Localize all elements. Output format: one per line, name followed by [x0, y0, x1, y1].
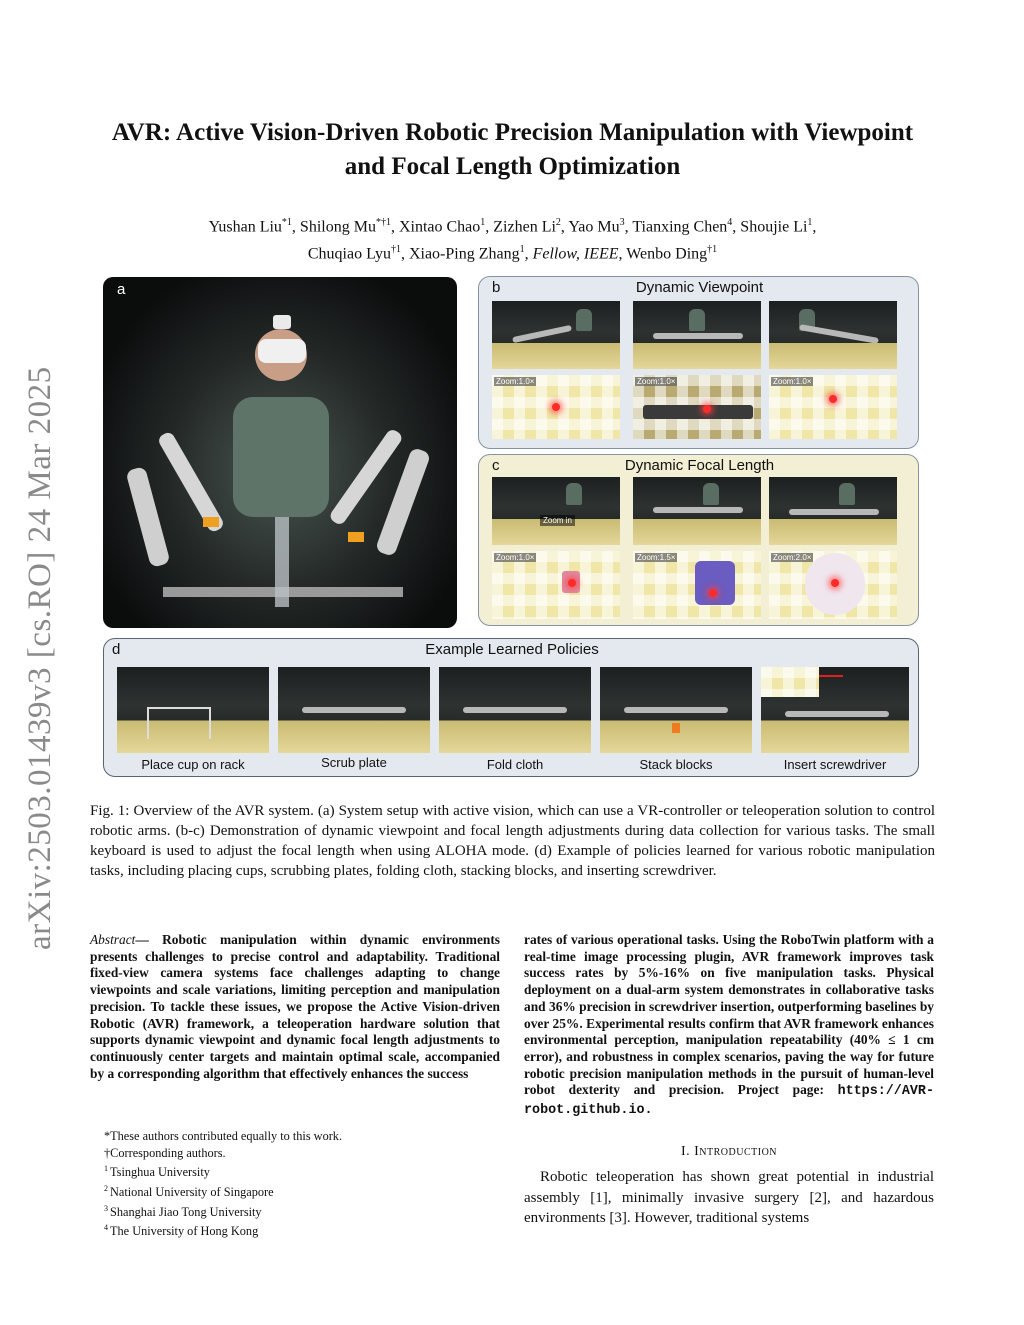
target-marker [568, 579, 576, 587]
author-name: Shoujie Li [740, 218, 808, 236]
operator-body [233, 397, 329, 517]
panel-a-label: a [117, 281, 126, 298]
panel-b-title: Dynamic Viewpoint [635, 279, 764, 296]
author-name: Xintao Chao [398, 218, 481, 236]
panel-c-label: c [492, 457, 500, 474]
operator [839, 483, 855, 505]
policy-label-5: Insert screwdriver [783, 757, 887, 772]
author-affiliation: *†1 [375, 217, 391, 228]
footnote [90, 1161, 500, 1181]
zoom-tag: Zoom:1.0× [496, 377, 535, 386]
viewpoint-scene-3 [769, 301, 897, 369]
footnote-marker: 4 [104, 1223, 110, 1233]
robot-arm [302, 707, 406, 713]
viewpoint-closeup-3 [769, 375, 897, 439]
rack [147, 707, 211, 739]
robot-arm [799, 324, 879, 344]
footnotes [90, 1128, 500, 1240]
author-affiliation: *1 [281, 217, 292, 228]
robot-arm [653, 507, 743, 513]
robot-arm [624, 707, 728, 713]
footnote-text: National University of Singapore [110, 1184, 274, 1199]
arrow-marker [819, 675, 843, 677]
author-name: Yao Mu [568, 218, 620, 236]
author-name: Tianxing Chen [632, 218, 728, 236]
author-affiliation: 1 [519, 244, 525, 256]
figure-panel-c [478, 454, 919, 626]
footnote [90, 1145, 500, 1162]
operator [576, 309, 592, 331]
gripper-left [203, 517, 219, 527]
focal-scene-2 [633, 477, 761, 545]
policy-image-5 [761, 667, 909, 753]
viewpoint-scene-1 [492, 301, 620, 369]
target-marker [552, 403, 560, 411]
footnote-marker: 3 [104, 1203, 110, 1213]
footnote-text: The University of Hong Kong [110, 1224, 259, 1239]
paper-title: AVR: Active Vision-Driven Robotic Precision Manipulation with Viewpoint and Focal Length Optimization [111, 119, 914, 180]
robot-arm [463, 707, 567, 713]
section-heading [524, 1144, 934, 1160]
figure-panel-d [103, 638, 919, 777]
policy-image-1 [117, 667, 269, 753]
inset-closeup [761, 667, 819, 697]
headset-strap [273, 315, 291, 329]
footnote-marker: 2 [104, 1183, 110, 1193]
author-name: Chuqiao Lyu [307, 245, 391, 263]
author-title: Fellow, IEEE [532, 245, 619, 263]
author-affiliation: †1 [390, 244, 401, 256]
zoom-in-tag: Zoom in [540, 515, 575, 526]
policy-label-1: Place cup on rack [141, 757, 245, 772]
focal-closeup-3 [769, 551, 897, 619]
policy-label-4: Stack blocks [639, 757, 713, 772]
author-name: Zizhen Li [493, 218, 556, 236]
abstract-body-left: Abstract— Robotic manipulation within dynamic environments presents challenges to precise control and adaptability. Traditional fixed-view camera systems face challenges adapting to change viewpoints and scale variations, limiting perception and manipulation precision. To tackle these issues, we propose the Active Vision-driven Robotic (AVR) framework, a teleoperation hardware solution that supports dynamic viewpoint and dynamic focal length adjustments to continuously center targets and maintain optimal scale, accompanied by a corresponding algorithm that effectively enhances the success [90, 932, 500, 1081]
figure-caption: Fig. 1: Overview of the AVR system. (a) System setup with active vision, which can use a VR-controller or teleoperation solution to control robotic arms. (b-c) Demonstration of dynamic viewpoint and focal length adjustments during data collection for various tasks. The small keyboard is used to adjust the focal length when using ALOHA mode. (d) Example of policies learned for various robotic manipulation tasks, including placing cups, scrubbing plates, folding cloth, stacking blocks, and inserting screwdriver. [90, 803, 935, 879]
zoom-tag: Zoom:1.0× [637, 377, 676, 386]
robot-arm [653, 333, 743, 339]
zoom-tag: Zoom:2.0× [773, 553, 812, 562]
gripper-closeup [643, 405, 753, 419]
author-affiliation: 1 [807, 217, 813, 228]
author-list [90, 211, 935, 266]
target-marker [831, 579, 839, 587]
footnote [90, 1181, 500, 1201]
panel-c-title: Dynamic Focal Length [624, 457, 775, 474]
footnote-marker: 1 [104, 1164, 110, 1174]
author-affiliation: 2 [555, 217, 561, 228]
footnote [90, 1201, 500, 1221]
operator [689, 309, 705, 331]
viewpoint-closeup-2 [633, 375, 761, 439]
zoom-tag: Zoom:1.0× [496, 553, 535, 562]
focal-scene-1 [492, 477, 620, 545]
setup-photo [103, 277, 457, 628]
panel-d-label: d [112, 641, 121, 658]
focal-closeup-2 [633, 551, 761, 619]
blocks [672, 723, 680, 733]
author-line-1: Yushan Liu$^{*1}$, Shilong Mu$^{*\dagger 1}$, Xintao Chao$^1$, Zizhen Li$^2$, Yao Mu$^3$, Tianxing Chen$^4$, Shoujie Li$^1$, [208, 217, 817, 236]
author-line-2: Chuqiao Lyu$^{\dagger 1}$, Xiao-Ping Zhang$^1$, Fellow, IEEE, Wenbo Ding$^{\dagger 1}$ [307, 244, 718, 263]
abstract-left-column [90, 932, 500, 1082]
focal-scene-3 [769, 477, 897, 545]
author-name: Xiao-Ping Zhang [408, 245, 520, 263]
target-marker [829, 395, 837, 403]
author-name: Shilong Mu [299, 218, 376, 236]
robot-arm [785, 711, 889, 717]
footnote-text: Shanghai Jiao Tong University [110, 1204, 262, 1219]
gripper-right [348, 532, 364, 542]
left-arm-rear [125, 466, 170, 568]
abstract-text-right: rates of various operational tasks. Using the RoboTwin platform with a real-time image processing plugin, AVR framework improves task success rates by 5%-16% on five manipulation tasks. Physical deployment on a dual-arm system demonstrates in collaborative tasks and 36% precision in screwdriver insertion, outperforming baselines by over 25%. Experimental results confirm that AVR framework enhances environmental perception, manipulation repeatability (40% ≤ 1 cm error), and robustness in complex scenarios, paving the way for future robotic precision manipulation methods in the pursuit of human-level robot dexterity and precision. Project page: [524, 932, 934, 1098]
zoom-tag: Zoom:1.5× [637, 553, 676, 562]
author-affiliation: 1 [480, 217, 486, 228]
project-page-link[interactable]: https://AVR-robot.github.io. [524, 1084, 934, 1119]
author-affiliation: 3 [619, 217, 625, 228]
abstract-heading: Abstract [90, 932, 136, 947]
robot-arm [789, 509, 879, 515]
introduction-text: Robotic teleoperation has shown great potential in industrial assembly [1], minimally invasive surgery [2], and hazardous environments [3]. However, traditional systems [524, 1169, 934, 1226]
target-marker [709, 589, 717, 597]
viewpoint-scene-2 [633, 301, 761, 369]
policy-label-3: Fold cloth [486, 757, 544, 772]
footnote-text: †Corresponding authors. [104, 1145, 226, 1160]
abstract-right-column [524, 932, 934, 1120]
target-marker [703, 405, 711, 413]
author-name: Yushan Liu [208, 218, 282, 236]
section-title: Introduction [694, 1144, 778, 1159]
cup [695, 561, 735, 605]
footnote [90, 1128, 500, 1145]
author-affiliation: 4 [727, 217, 733, 228]
zoom-tag: Zoom:1.0× [773, 377, 812, 386]
section-number: I. [680, 1144, 691, 1159]
author-name: Wenbo Ding [626, 245, 708, 263]
viewpoint-closeup-1 [492, 375, 620, 439]
policy-image-2 [278, 667, 430, 753]
policy-label-2: Scrub plate [321, 755, 387, 770]
figure-panel-b [478, 276, 919, 449]
panel-b-label: b [492, 279, 501, 296]
policy-image-4 [600, 667, 752, 753]
vr-headset [258, 339, 306, 363]
operator [566, 483, 582, 505]
author-affiliation: †1 [707, 244, 718, 256]
footnote-text: Tsinghua University [110, 1165, 210, 1180]
policy-image-3 [439, 667, 591, 753]
focal-closeup-1 [492, 551, 620, 619]
abstract-text-left: Robotic manipulation within dynamic environments presents challenges to precise control and adaptability. Traditional fixed-view camera systems face challenges adapting to change viewpoints and scale variations, limiting perception and manipulation precision. To tackle these issues, we propose the Active Vision-driven Robotic (AVR) framework, a teleoperation hardware solution that supports dynamic viewpoint and dynamic focal length adjustments to continuously center targets and maintain optimal scale, accompanied by a corresponding algorithm that effectively enhances the success [90, 932, 500, 1081]
operator [703, 483, 719, 505]
arxiv-stamp: arXiv:2503.01439v3 [cs.RO] 24 Mar 2025 [22, 366, 58, 950]
robot-arm [512, 325, 572, 343]
footnote [90, 1220, 500, 1240]
figure-panel-a [103, 277, 457, 628]
panel-d-title: Example Learned Policies [425, 641, 599, 658]
footnote-text: *These authors contributed equally to this work. [104, 1129, 343, 1143]
